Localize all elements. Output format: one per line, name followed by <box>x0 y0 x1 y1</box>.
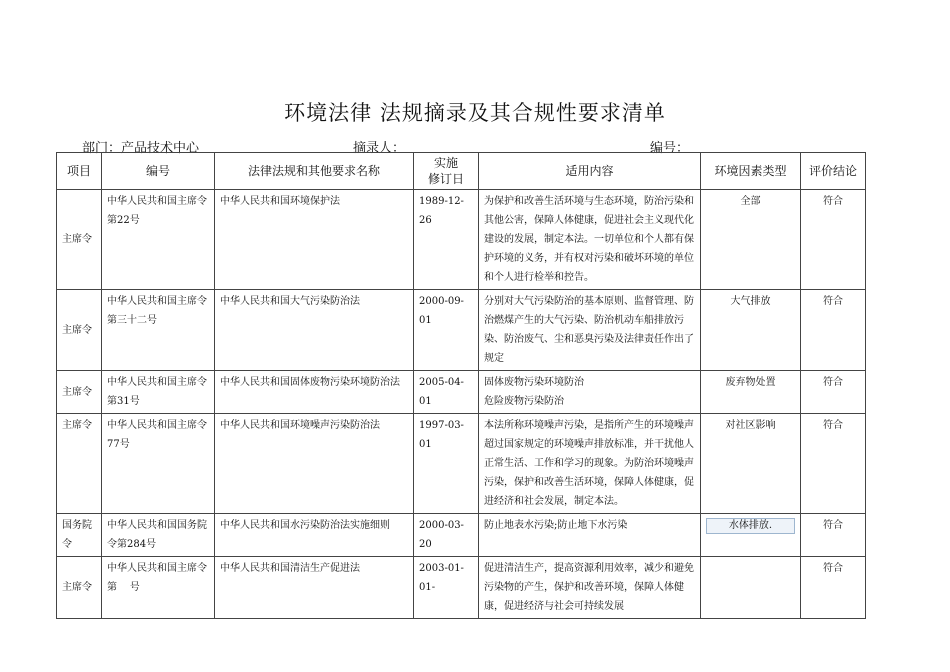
table-row <box>57 514 866 557</box>
row-code: 中华人民共和国主席令第22号 <box>102 190 215 290</box>
highlighted-factor-value: 水体排放. <box>706 518 795 534</box>
table-row <box>57 290 866 371</box>
row-date: 2000-03-20 <box>414 514 479 557</box>
row-date: 1989-12-26 <box>414 190 479 290</box>
row-date: 2005-04-01 <box>414 371 479 414</box>
row-law-name: 中华人民共和国大气污染防治法 <box>215 290 414 371</box>
row-category: 国务院令 <box>57 514 102 557</box>
row-content: 本法所称环境噪声污染，是指所产生的环境噪声超过国家规定的环境噪声排放标准，并干扰他人正常生活、工作和学习的现象。为防治环境噪声污染，保护和改善生活环境，保障人体健康，促进经济和社会发展，制定本法。 <box>479 414 701 514</box>
regulation-table <box>56 152 866 619</box>
header-content: 适用内容 <box>479 153 701 190</box>
row-content: 防止地表水污染;防止地下水污染 <box>479 514 701 557</box>
document-title: 环境法律 法规摘录及其合规性要求清单 <box>284 101 666 125</box>
header-item: 项目 <box>57 153 102 190</box>
row-content: 促进清洁生产，提高资源利用效率，减少和避免污染物的产生，保护和改善环境，保障人体健康，促进经济与社会可持续发展 <box>479 557 701 619</box>
row-result: 符合 <box>801 557 866 619</box>
row-result: 符合 <box>801 190 866 290</box>
row-law-name: 中华人民共和国清洁生产促进法 <box>215 557 414 619</box>
row-category: 主席令 <box>57 557 102 619</box>
table-row <box>57 371 866 414</box>
row-code: 中华人民共和国主席令第31号 <box>102 371 215 414</box>
row-result: 符合 <box>801 290 866 371</box>
header-date: 实施 修订日 <box>414 153 479 190</box>
row-factor: 废弃物处置 <box>701 371 801 414</box>
row-factor: 大气排放 <box>701 290 801 371</box>
row-content: 为保护和改善生活环境与生态环境，防治污染和其他公害，保障人体健康，促进社会主义现代化建设的发展，制定本法。一切单位和个人都有保护环境的义务，并有权对污染和破坏环境的单位和个人进行检举和控告。 <box>479 190 701 290</box>
header-law-name: 法律法规和其他要求名称 <box>215 153 414 190</box>
row-code: 中华人民共和国主席令第三十二号 <box>102 290 215 371</box>
row-factor <box>701 514 801 557</box>
row-date: 2003-01-01- <box>414 557 479 619</box>
row-category: 主席令 <box>57 290 102 371</box>
row-result: 符合 <box>801 371 866 414</box>
row-result: 符合 <box>801 414 866 514</box>
table-row <box>57 190 866 290</box>
recorder-label: 摘录人： <box>353 141 406 156</box>
header-result: 评价结论 <box>801 153 866 190</box>
row-code: 中华人民共和国主席令77号 <box>102 414 215 514</box>
row-factor <box>701 557 801 619</box>
row-factor: 对社区影响 <box>701 414 801 514</box>
row-date: 1997-03-01 <box>414 414 479 514</box>
row-law-name: 中华人民共和国环境噪声污染防治法 <box>215 414 414 514</box>
table-header-row <box>57 153 866 190</box>
header-code: 编号 <box>102 153 215 190</box>
row-content: 固体废物污染环境防治 危险废物污染防治 <box>479 371 701 414</box>
header-factor: 环境因素类型 <box>701 153 801 190</box>
table-row <box>57 414 866 514</box>
row-code: 中华人民共和国主席令第 号 <box>102 557 215 619</box>
row-law-name: 中华人民共和国固体废物污染环境防治法 <box>215 371 414 414</box>
row-law-name: 中华人民共和国环境保护法 <box>215 190 414 290</box>
table-row <box>57 557 866 619</box>
department-label: 部门：产品技术中心 <box>82 141 200 156</box>
row-result: 符合 <box>801 514 866 557</box>
row-category: 主席令 <box>57 190 102 290</box>
row-category: 主席令 <box>57 371 102 414</box>
row-category: 主席令 <box>57 414 102 514</box>
row-code: 中华人民共和国国务院令第284号 <box>102 514 215 557</box>
document-number-label: 编号： <box>650 141 690 156</box>
row-content: 分别对大气污染防治的基本原则、监督管理、防治燃煤产生的大气污染、防治机动车船排放污染、防治废气、尘和恶臭污染及法律责任作出了规定 <box>479 290 701 371</box>
row-factor: 全部 <box>701 190 801 290</box>
row-date: 2000-09-01 <box>414 290 479 371</box>
row-law-name: 中华人民共和国水污染防治法实施细则 <box>215 514 414 557</box>
